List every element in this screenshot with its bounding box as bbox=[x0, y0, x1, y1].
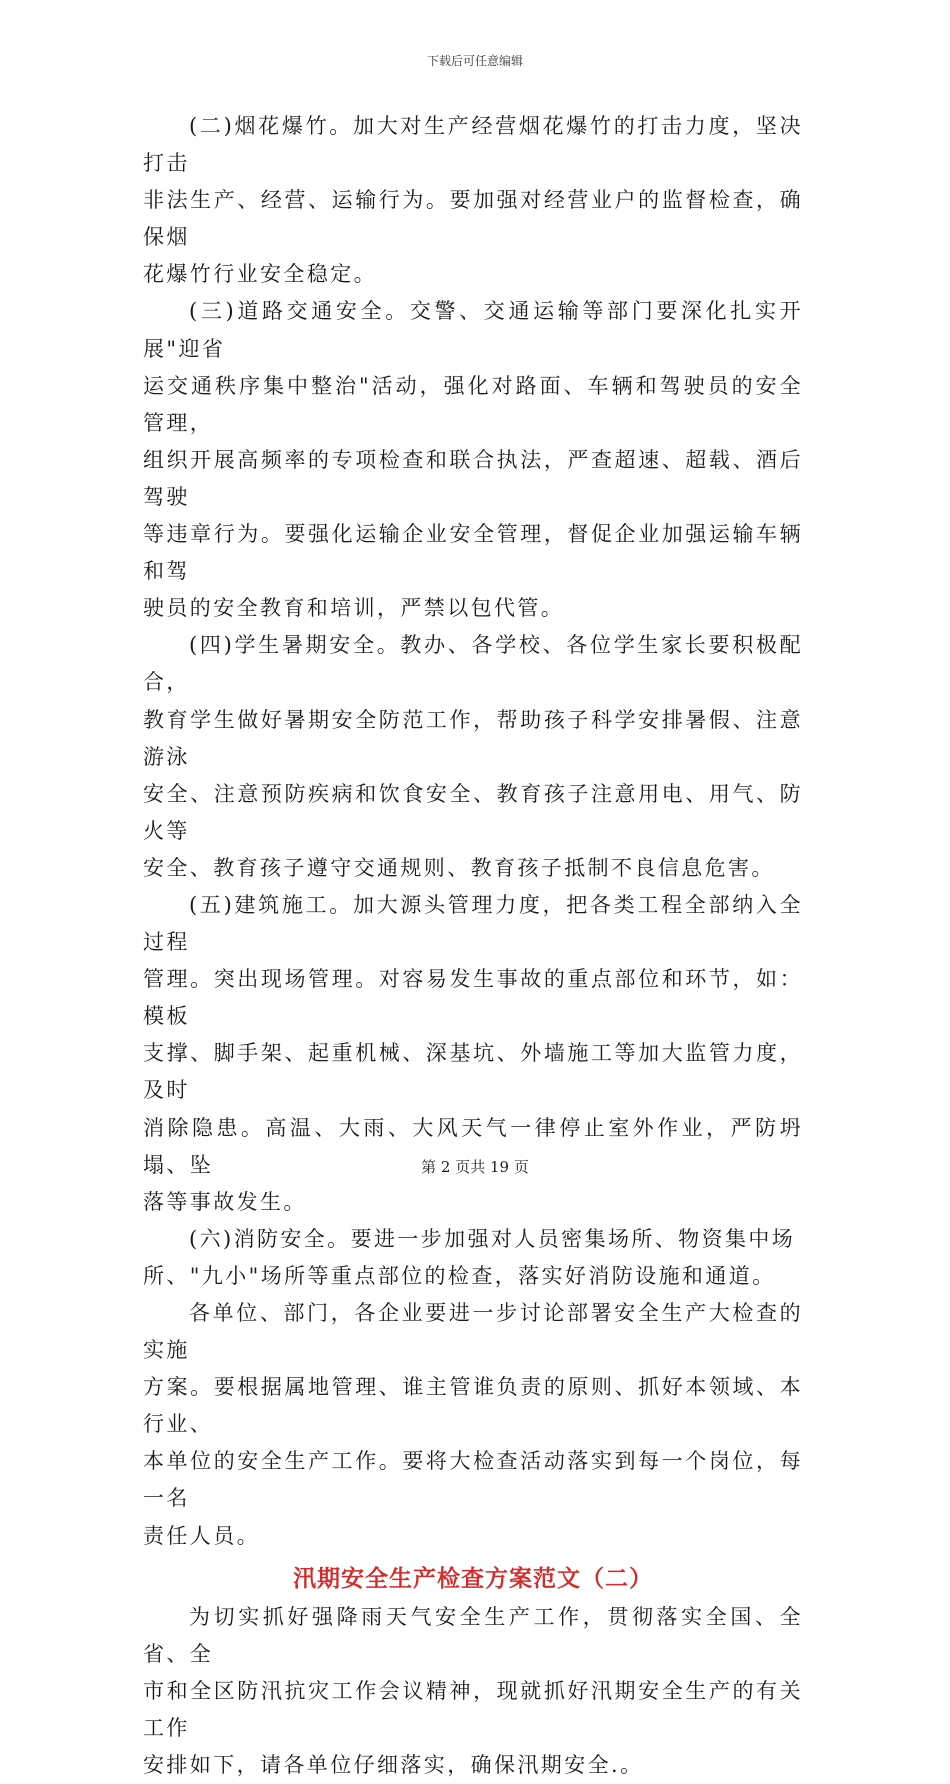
page-header: 下载后可任意编辑 bbox=[426, 54, 523, 68]
paragraph-fireworks: (二)烟花爆竹。加大对生产经营烟花爆竹的打击力度，坚决打击 非法生产、经营、运输行为。要加强对经营业户的监督检查，确保烟 花爆竹行业安全稳定。 bbox=[143, 114, 803, 287]
paragraph-road-traffic: (三)道路交通安全。交警、交通运输等部门要深化扎实开展"迎省 运交通秩序集中整治"活动，强化对路面、车辆和驾驶员的安全管理， 组织开展高频率的专项检查和联合执法，严查超速、超载、酒后驾驶 等违章行为。要强化运输企业安全管理，督促企业加强运输车辆和驾 驶员的安全教育和培训，严禁以包代管。 bbox=[143, 299, 803, 621]
section-title: 汛期安全生产检查方案范文（二） bbox=[293, 1565, 653, 1592]
page-footer: 第 2 页共 19 页 bbox=[421, 1158, 529, 1176]
paragraph-construction: (五)建筑施工。加大源头管理力度，把各类工程全部纳入全过程 管理。突出现场管理。对容易发生事故的重点部位和环节，如：模板 支撑、脚手架、起重机械、深基坑、外墙施工等加大监管力度，及时 消除隐患。高温、大雨、大风天气一律停止室外作业，严防坍塌、坠 落等事故发生。 bbox=[143, 892, 803, 1214]
paragraph-all-units: 各单位、部门，各企业要进一步讨论部署安全生产大检查的实施 方案。要根据属地管理、谁主管谁负责的原则、抓好本领域、本行业、 本单位的安全生产工作。要将大检查活动落实到每一个岗位，每一名 责任人员。 bbox=[143, 1301, 803, 1548]
document-body bbox=[143, 108, 803, 1784]
paragraph-flood-intro: 为切实抓好强降雨天气安全生产工作，贯彻落实全国、全省、全 市和全区防汛抗灾工作会议精神，现就抓好汛期安全生产的有关工作 安排如下，请各单位仔细落实，确保汛期安全.。 bbox=[143, 1604, 803, 1778]
paragraph-student-summer: (四)学生暑期安全。教办、各学校、各位学生家长要积极配合， 教育学生做好暑期安全防范工作，帮助孩子科学安排暑假、注意游泳 安全、注意预防疾病和饮食安全、教育孩子注意用电、用气、防火等 安全、教育孩子遵守交通规则、教育孩子抵制不良信息危害。 bbox=[143, 633, 803, 880]
paragraph-fire-safety: (六)消防安全。要进一步加强对人员密集场所、物资集中场 所、"九小"场所等重点部位的检查，落实好消防设施和通道。 bbox=[143, 1226, 796, 1288]
